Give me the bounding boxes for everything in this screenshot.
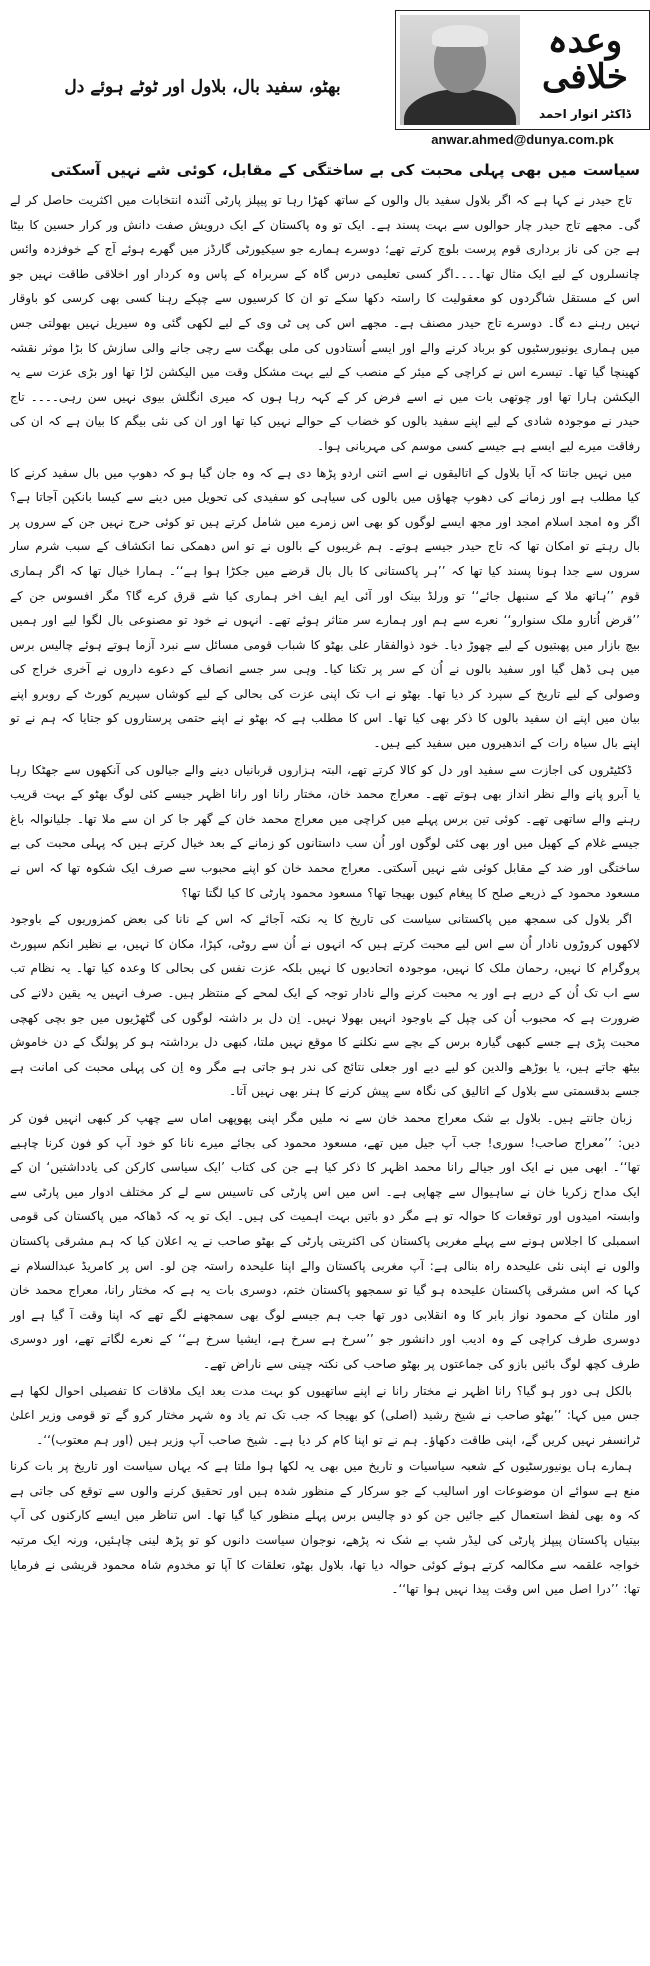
article-paragraph: اگر بلاول کی سمجھ میں پاکستانی سیاست کی تاریخ کا یہ نکتہ آجائے کہ اس کے نانا کی بعض کمزوریوں کے باوجود لاکھوں کروڑوں نادار اُن سے اس لیے محبت کرتے ہیں کہ انہوں نے اُن سے روٹی، کپڑا، مکان کا نہیں، بے نظیر انکم سپورٹ پروگرام کا نہیں، رحمان ملک کا نہیں، موجودہ اتحادیوں کا نہیں بلکہ عزت نفس کی بحالی کا وعدہ کیا تھا۔ یہ نظام تب سے اب تک اُن کے درپے ہے اور یہ محبت کرنے والے نادار توجہ کے ایک لمحے کے منتظر ہیں۔ صرف انہیں یہ یقین دلانے کی ضرورت ہے کہ محبوب اُن کی چپل کے باوجود انہیں بھولا نہیں۔ اِن دل بر داشتہ لوگوں کی گٹھڑیوں میں جو بچی کھچی محبت پڑی ہے جسے کبھی گیارہ برس کے بچے سے نکلنے کا موقع نہیں ملتا، کبھی دل برداشتہ ہو کر پولنگ کے دن خاموش بیٹھ جاتے ہیں، یا بوڑھے والدین کو لیے دیے اور جعلی نتائج کی ندر ہو جاتی ہے مگر وہ اِن کی پہلی محبت کی امانت ہے جسے بدقسمتی سے بلاول کے اتالیق کی نگاہ سے پیش کرنے کا ہنر بھی نہیں آتا۔ — [10, 912, 640, 1099]
author-photo-hair — [432, 25, 488, 47]
column-name-logo — [526, 21, 644, 107]
article-lead: سیاست میں بھی پہلی محبت کی بے ساختگی کے مقابل، کوئی شے نہیں آسکتی — [50, 161, 640, 179]
column-logo-box — [395, 10, 650, 130]
column-name-line2: خلافی — [542, 57, 628, 97]
article-body — [10, 156, 640, 1602]
article-paragraph: ہمارے ہاں یونیورسٹیوں کے شعبہ سیاسیات و تاریخ میں بھی یہ لکھا ہوا ملتا ہے کہ یہاں سیاست اور تاریخ پر بات کرنا منع ہے سوائے ان موضوعات اور اسالیب کے جو سرکار کے منظور شدہ ہیں اور تحقیق کرنے والوں سے توقع کی جاتی ہے کہ وہ بھی لفظ استعمال کیے جائیں جن کو دو چالیس برس پہلے منظور کیا گیا تھا۔ اس تناظر میں ایسے کارکنوں کی آپ بیتیاں پاکستان پیپلز پارٹی کی لیڈر شپ بے شک نہ پڑھے، نوجوان سیاست دانوں کو تو پڑھ لینی چاہئیں، ورنہ ایک مرتبہ خواجہ علقمہ سے مکالمہ کرتے ہوئے کوئی حوالہ دیا تھا، بلاول بھٹو، تعلقات کا آپا تو مخدوم شاہ محمود قریشی نے فرمایا تھا: ’’درا اصل میں اس وقت پیدا نہیں ہوا تھا‘‘۔ — [10, 1459, 640, 1597]
author-email: anwar.ahmed@dunya.com.pk — [395, 130, 650, 150]
article-paragraph: میں نہیں جانتا کہ آیا بلاول کے اتالیقوں نے اسے اتنی اردو پڑھا دی ہے کہ وہ جان گیا ہو کہ دھوپ میں بال سفید کرنے کا کیا مطلب ہے اور زمانے کی دھوپ چھاؤں میں بالوں کی سیاہی کو سفیدی کی تحویل میں دینے سے کیسا بانکپن آجاتا ہے؟ اگر وہ امجد اسلام امجد اور مجھ ایسے لوگوں کو بھی اس زمرے میں شامل کرتے ہیں تو کوئی حرج نہیں جن کے سروں پر بال رہتے تو امکان تھا کہ تاج حیدر جیسے ہوتے۔ ہم غریبوں کے بالوں نے تو اس دھمکی نما انکشاف کے سبب شرم سار سروں سے جدا ہونا پسند کیا تھا کہ ’’ہر پاکستانی کا بال بال قرضے میں جکڑا ہوا ہے‘‘۔ ہمارا خیال تھا کہ اگر ہماری قوم ’’ہاتھ ملا کے سنبھل جائے‘‘ تو ورلڈ بینک اور آئی ایم ایف اخر ہماری کیا شے قرق کرے گا؟ مگر افسوس جن کے ’’قرض اُتارو ملک سنوارو‘‘ نعرے سے ہم اور ہمارے سر متاثر ہوئے تھے۔ انہوں نے خود تو مصنوعی بال لگوا لیے اور ہمیں بیچ بازار میں پھبتیوں کے لیے چھوڑ دیا۔ خود ذوالفقار علی بھٹو کا شباب قومی مسائل سے نبرد آزما ہوتے ہوئے چالیس برس میں ہی ڈھل گیا اور سفید بالوں نے اُن کے سر پر تکنا کیا۔ وہی سر جسے انصاف کے دعوے داروں نے آخری خراج کی وصولی کے لیے تاریخ کے سپرد کر دیا تھا۔ بھٹو نے اب تک اپنی عزت کی بحالی کے لیے کوشاں سپریم کورٹ کے روبرو اپنے بیان میں اپنے ان سفید بالوں کا ذکر بھی کیا تھا۔ اس کا مطلب ہے کہ بھٹو نے اپنے حتمی پرستاروں کو جتایا کہ ہم نے تو اپنے بال سیاہ رات کے اندھیروں میں سفید کیے ہیں۔ — [10, 465, 640, 751]
masthead — [10, 6, 640, 156]
column-name-line1: وعدہ — [547, 21, 623, 61]
author-photo-shoulders — [404, 89, 516, 125]
author-photo — [400, 15, 520, 125]
article-headline: بھٹو، سفید بال، بلاول اور ٹوٹے ہوئے دل — [64, 77, 341, 97]
article-paragraph: زبان جانتے ہیں۔ بلاول بے شک معراج محمد خان سے نہ ملیں مگر اپنی پھوپھی اماں سے چھپ کر کبھی انہیں فون کر دیں: ’’معراج صاحب! سوری! جب آپ جیل میں تھے، مسعود محمود کی بجائے میرے نانا کو خود آپ کو فون کرنا چاہیے تھا‘‘۔ ابھی میں نے ایک اور جیالے رانا محمد اظہر کا ذکر کیا ہے جن کی کتاب ’ایک سیاسی کارکن کی یادداشتیں‘ ان کے ایک مداح زکریا خان نے ساہیوال سے چھاپی ہے۔ اس میں اس پارٹی کی تاسیس سے لے کر مختلف ادوار میں پارٹی سے وابستہ امیدوں اور توقعات کا حوالہ تو ہے مگر دو باتیں بہت اہمیت کی ہیں۔ ایک تو یہ کہ ڈھاکہ میں پاکستان کی قومی اسمبلی کا اجلاس ہونے سے پہلے مغربی پاکستان کی اکثریتی پارٹی کے بھٹو صاحب نے یہ اعلان کیا کہ ہم مشرقی پاکستان والوں نے اپنی نئی علیحدہ راہ بنالی ہے: آپ مغربی پاکستان والے اپنا علیحدہ راستہ چن لو۔ اس پر کامریڈ عبدالسلام نے کہا کہ اس مشرقی پاکستان علیحدہ ہو گیا تو سمجھو پاکستان ختم، دوسری بات یہ ہے کہ مختار رانا، معراج محمد خان اور ملتان کے محمود نواز بابر کا وہ انقلابی دور تھا جب ہم جیسے لوگ بھی سمجھنے لگے تھے کہ اپنا وقت آ گیا ہے اور دوسری طرف کراچی کے وہ ادیب اور دانشور جو ’’سرخ ہے سرخ ہے، ایشیا سرخ ہے‘‘ کے نعرے لگاتے تھے، اور دوسری طرف کچھ لوگ بائیں بازو کی جماعتوں پر بھٹو صاحب کی نکتہ چینی سے ناراض تھے۔ — [10, 1110, 640, 1371]
article-paragraph: تاج حیدر نے کہا ہے کہ اگر بلاول سفید بال والوں کے ساتھ کھڑا رہا تو پیپلز پارٹی آئندہ انتخابات میں اکثریت حاصل کر لے گی۔ مجھے تاج حیدر چار حوالوں سے بہت پسند ہے۔ ایک تو وہ پاکستان کے ایک درویش صفت دانش ور کرار حسین کا بیٹا ہے جن کی ناز برداری قوم پرست بلوچ کرتے تھے؛ دوسرے ہمارے جو سیکیورٹی گارڈز میں گھرے ہوئے آج کے خوفزدہ وائس چانسلروں کے لیے ایک مثال تھا۔۔۔۔اگر کسی تعلیمی درس گاہ کے سربراہ کے پاس وہ کردار اور اخلاقی طاقت نہیں جو اس کے مستقل شاگردوں کو معقولیت کا راستہ دکھا سکے تو ان کا کرسیوں سے چپکے رہنا کسی بھی کرسی کو باوقار نہیں رہنے دے گا۔ دوسرے تاج حیدر مصنف ہے۔ مجھے اس کی پی ٹی وی کے لیے لکھی گئی وہ سیریل نہیں بھولتی جس میں ہماری یونیورسٹیوں کو برباد کرنے والے اور ایسے اُستادوں کی ملی بھگت سے رچی جانے والی سازش کا بڑا موثر نقشہ کھینچا گیا تھا۔ تیسرے اس نے کراچی کے میئر کے منصب کے لیے بہت مشکل وقت میں الیکشن لڑا تھا اور بڑی عزت سے یہ الیکشن ہارا تھا اور چوتھی بات میں نے اسے فرض کر کے کہہ رہا ہوں کہ میری انگلش بیوی نہیں سن رہی۔۔۔۔ تاج حیدر نے موجودہ شادی کے لیے اپنے سفید بالوں کو خضاب کے حوالے نہیں کیا تھا اور ان کی نئی بیگم کا بیان ہے کہ ان کی رفاقت میرے لیے ایسے ہے جیسے کسی موسم کی مہربانی ہوا۔ — [10, 193, 640, 453]
author-name: ڈاکٹر انوار احمد — [538, 107, 632, 121]
article-paragraph: ڈکٹیٹروں کی اجازت سے سفید اور دل کو کالا کرتے تھے، البتہ ہزاروں قربانیاں دینے والے جیالوں کی آنکھوں سے جھٹکا رہا یا آبرو پانے والے نظر انداز بھی ہوتے تھے۔ معراج محمد خان، مختار رانا اور رانا اظہر جیسے کئی لوگ بھٹو کے بہت قریب رہنے والے ساتھی تھے۔ کوئی تین برس پہلے میں کراچی میں معراج محمد خان کے گھر جا کر ان سے ملا تھا۔ جلیانوالہ باغ جیسے غلام کے کھیل میں اور بھی کئی لوگوں اور اُن سب داستانوں کو زمانے کے بعد خیال کرتے ہیں کہ پہلی محبت کی بے ساختگی اور ضد کے مقابل کوئی شے نہیں آسکتی۔ معراج محمد خان کو اپنے محبوب سے صرف ایک شکوہ تھا کہ اس نے مسعود محمود کے ذریعے صلح کا پیغام کیوں بھیجا تھا؟ مسعود محمود پارٹی کا کیا لگتا تھا؟ — [10, 762, 640, 900]
article-paragraph: بالکل ہی دور ہو گیا؟ رانا اظہر نے مختار رانا نے اپنے ساتھیوں کو بہت مدت بعد ایک ملاقات کا تفصیلی احوال لکھا ہے جس میں کہا: ’’بھٹو صاحب نے شیخ رشید (اصلی) کو بھیجا کہ جب تک تم یاد وہ شہر مختار کرو گے تو قومی وزیر اعلیٰ ٹرانسفر نہیں کریں گے، اپنی طاقت دکھاؤ۔ ہم نے تو اپنا کام کر دیا ہے۔ شیخ صاحب آپ وزیر ہیں (اور ہم معتوب)‘‘۔ — [10, 1383, 640, 1447]
